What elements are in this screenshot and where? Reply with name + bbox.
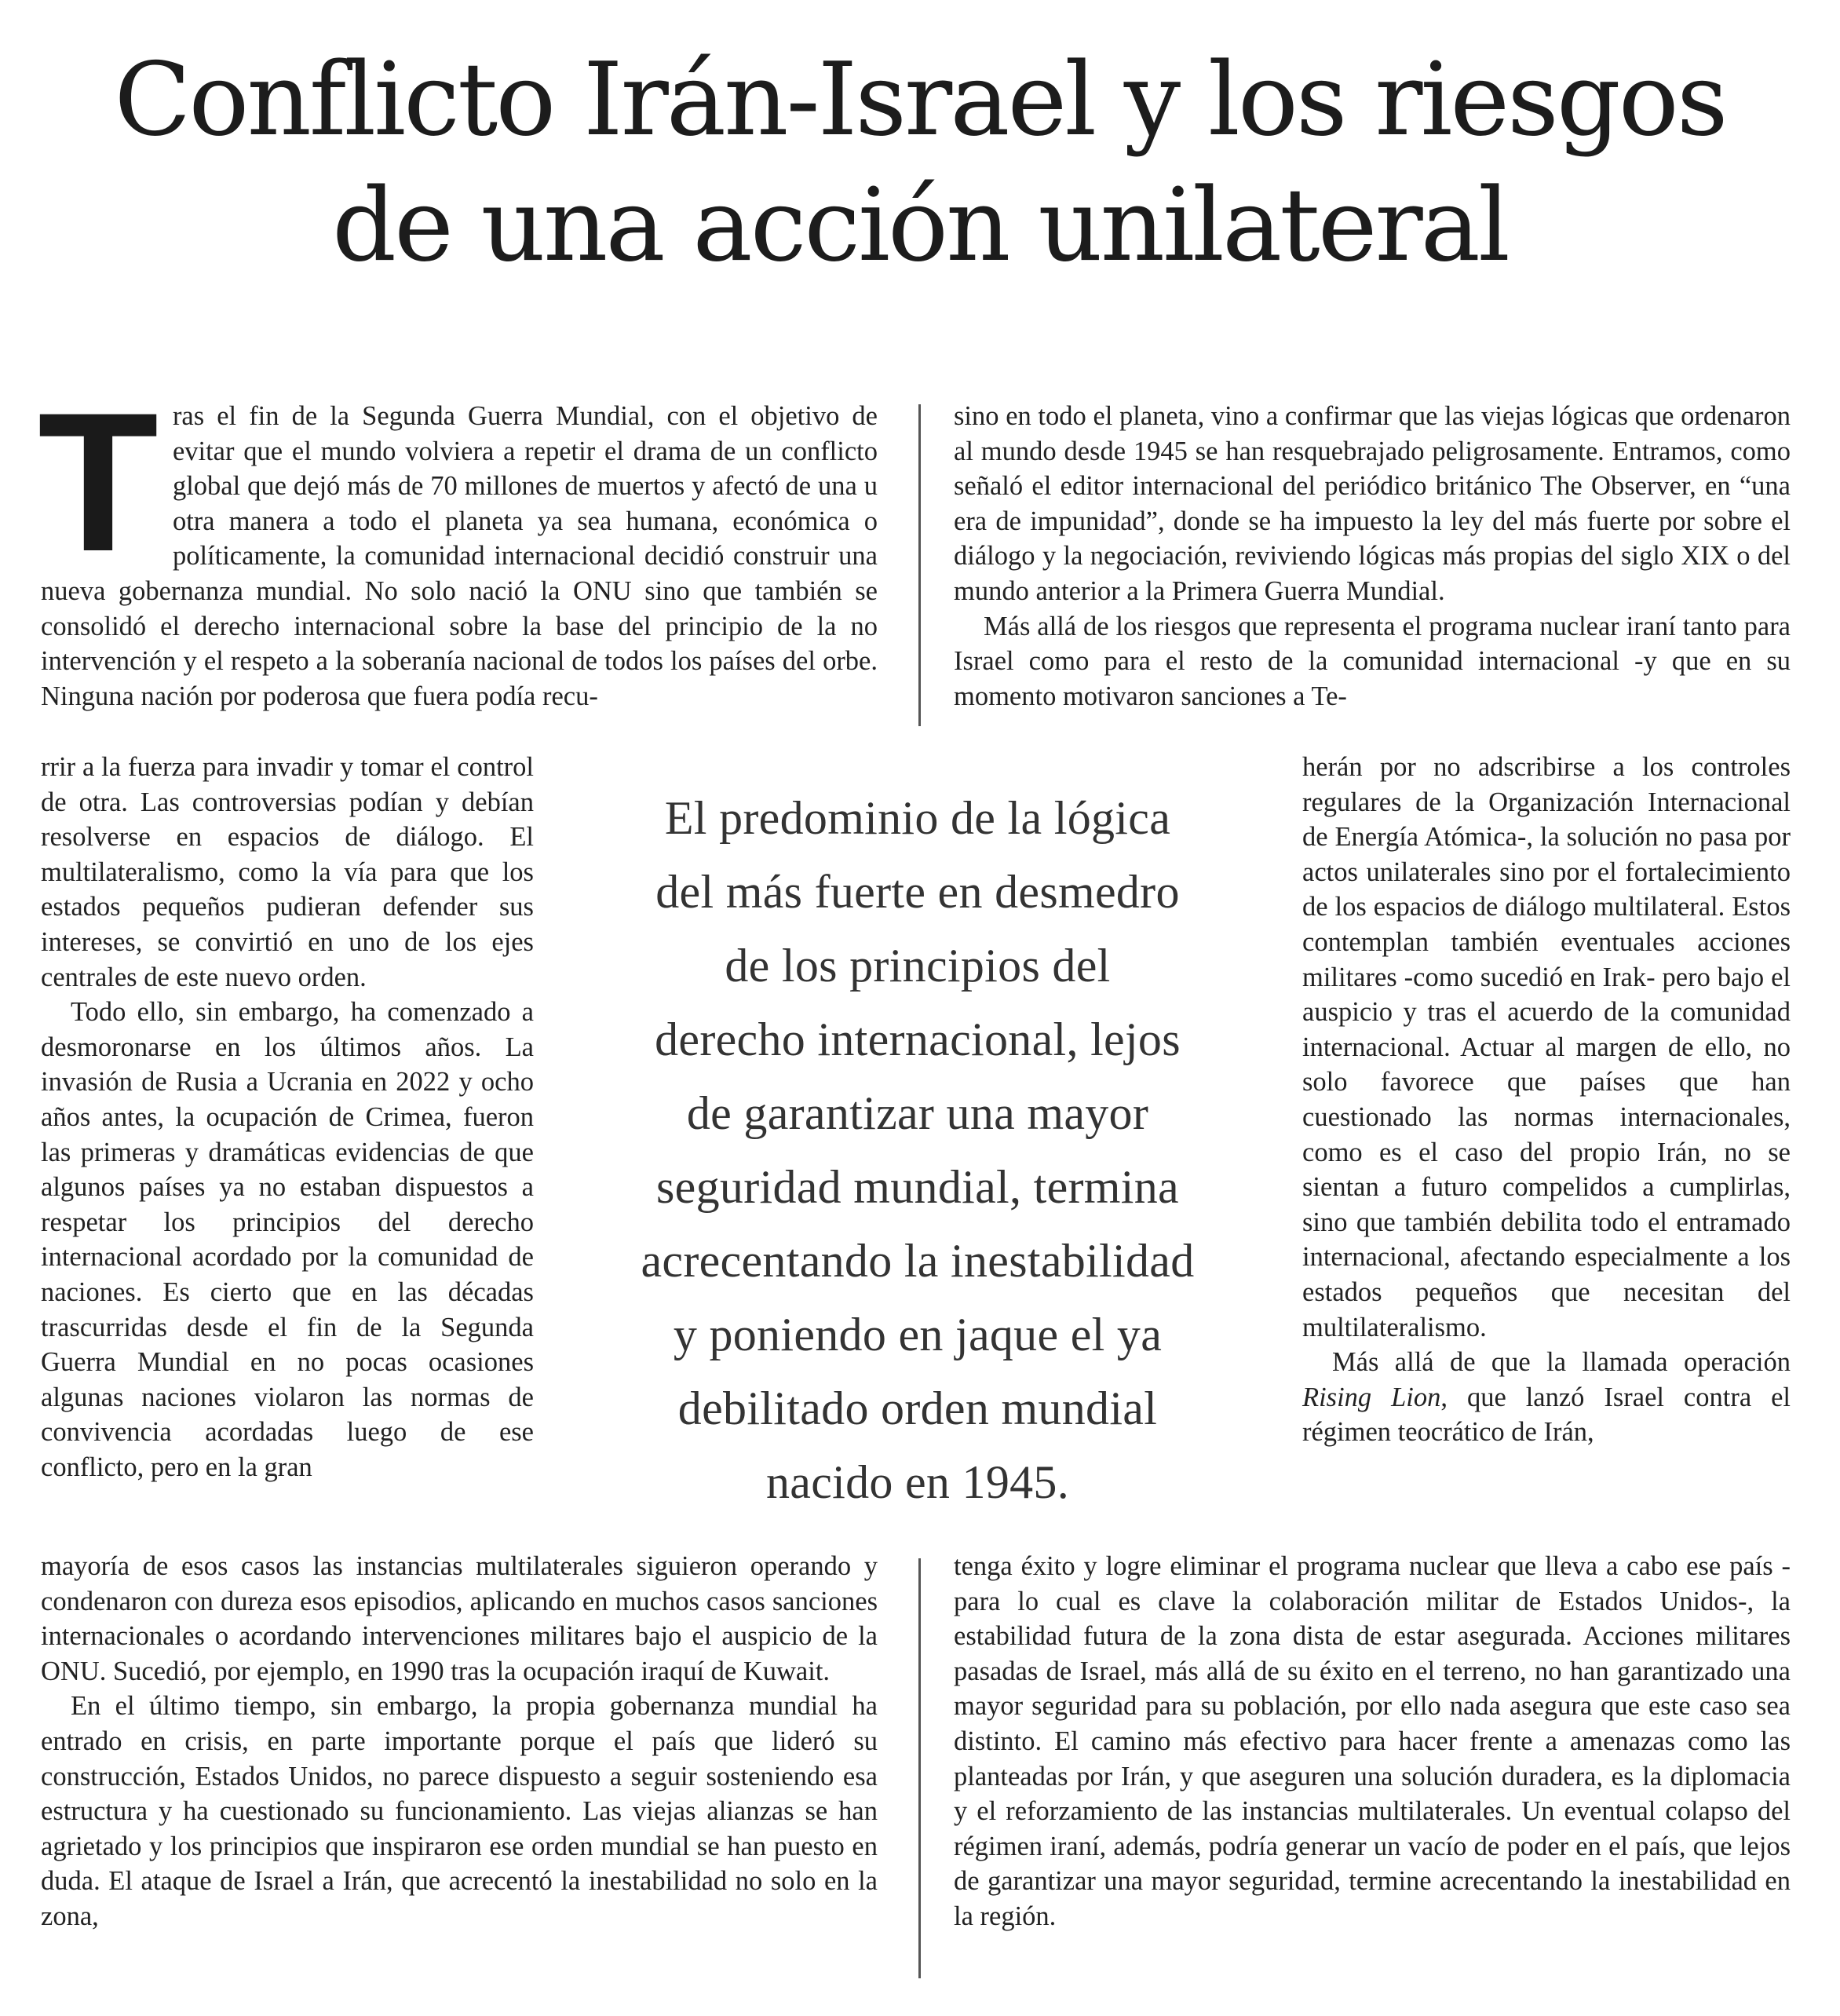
paragraph: rrir a la fuerza para invadir y tomar el control de otra. Las controversias podían y debían resolverse en espacios de diálogo. El multilateralismo, como la vía para que los estados pequeños pudieran defender sus intereses, se convirtió en uno de los ejes centrales de este nuevo orden. <box>41 752 534 992</box>
paragraph: herán por no adscribirse a los controles regulares de la Organización Internacional de Energía Atómica-, la solución no pasa por actos unilaterales sino por el fortalecimiento de los espacios de diálogo multilateral. Estos contemplan también eventuales acciones militares -como sucedió en Irak- pero bajo el auspicio y tras el acuerdo de la comunidad internacional. Actuar al margen de ello, no solo favorece que países que han cuestionado las normas internacionales, como es el caso del propio Irán, no se sientan a futuro compelidos a cumplirlas, sino que también debilita todo el entramado internacional, afectando especialmente a los estados pequeños que necesitan del multilateralismo. <box>1302 752 1791 1342</box>
pull-quote-line: nacido en 1945. <box>765 1456 1070 1508</box>
headline-line-1: Conflicto Irán-Israel y los riesgos <box>114 42 1726 159</box>
right-column-top <box>954 399 1791 752</box>
paragraph-text: Más allá de que la llamada operación <box>1332 1347 1791 1378</box>
pull-quote-line: seguridad mundial, termina <box>656 1161 1179 1213</box>
operation-name: Rising Lion <box>1302 1382 1441 1412</box>
left-column-narrow <box>41 750 534 1550</box>
pull-quote-line: El predominio de la lógica <box>664 792 1171 844</box>
paragraph: sino en todo el planeta, vino a confirmar que las viejas lógicas que ordenaron al mundo desde 1945 se han resquebrajado peligrosamente. Entramos, como señaló el editor internacional del periódico británico The Observer, en “una era de impunidad”, donde se ha impuesto la ley del más fuerte por sobre el diálogo y la negociación, reviviendo lógicas más propias del siglo XIX o del mundo anterior a la Primera Guerra Mundial. <box>954 401 1791 606</box>
paragraph: ras el fin de la Segunda Guerra Mundial, con el objetivo de evitar que el mundo volviera a repetir el drama de un conflicto global que dejó más de 70 millones de muertos y afectó de una u otra manera a todo el planeta ya sea humana, económica o políticamente, la comunidad internacional decidió construir una nueva gobernanza mundial. No solo nació la ONU sino que también se consolidó el derecho internacional sobre la base del principio de la no intervención y el respeto a la soberanía nacional de todos los países del orbe. Ninguna nación por poderosa que fuera podía recu- <box>41 401 878 711</box>
column-rule-top <box>918 404 921 726</box>
paragraph: mayoría de esos casos las instancias multilaterales siguieron operando y condenaron con dureza esos episodios, aplicando en muchos casos sanciones internacionales o acordando intervenciones militares bajo el auspicio de la ONU. Sucedió, por ejemplo, en 1990 tras la ocupación iraquí de Kuwait. <box>41 1551 878 1686</box>
paragraph: Más allá de los riesgos que representa el programa nuclear iraní tanto para Israel como para el resto de la comunidad internacional -y que en su momento motivaron sanciones a Te- <box>954 611 1791 711</box>
paragraph: Todo ello, sin embargo, ha comenzado a desmoronarse en los últimos años. La invasión de Rusia a Ucrania en 2022 y ocho años antes, la ocupación de Crimea, fueron las primeras y dramáticas evidencias de que algunos países ya no estaban dispuestos a respetar los principios del derecho internacional acordado por la comunidad de naciones. Es cierto que en las décadas trascurridas desde el fin de la Segunda Guerra Mundial en no pocas ocasiones algunas naciones violaron las normas de convivencia acordadas luego de ese conflicto, pero en la gran <box>41 997 534 1482</box>
paragraph-text: , que lanzó Israel contra el régimen teocrático de Irán, <box>1302 1382 1791 1448</box>
pull-quote-line: y poniendo en jaque el ya <box>673 1309 1163 1360</box>
pull-quote-line: de los principios del <box>725 940 1111 992</box>
pull-quote <box>556 781 1280 1519</box>
paragraph <box>1302 1345 1791 1450</box>
column-rule-bottom <box>918 1558 921 1978</box>
right-column-bottom <box>954 1549 1791 1989</box>
left-column-bottom <box>41 1549 878 1989</box>
pull-quote-line: de garantizar una mayor <box>686 1087 1149 1139</box>
headline <box>0 38 1840 289</box>
pull-quote-line: acrecentando la inestabilidad <box>641 1235 1195 1287</box>
pull-quote-line: debilitado orden mundial <box>677 1382 1158 1434</box>
headline-line-2: de una acción unilateral <box>332 167 1508 284</box>
right-column-narrow <box>1302 750 1791 1550</box>
drop-cap: T <box>38 372 159 593</box>
pull-quote-line: derecho internacional, lejos <box>655 1013 1181 1065</box>
paragraph: tenga éxito y logre eliminar el programa nuclear que lleva a cabo ese país -para lo cual es clave la colaboración militar de Estados Unidos-, la estabilidad futura de la zona dista de estar asegurada. Acciones militares pasadas de Israel, más allá de su éxito en el terreno, no han garantizado una mayor seguridad para su población, por ello nada asegura que este caso sea distinto. El camino más efectivo para hacer frente a amenazas como las planteadas por Irán, y que aseguren una solución duradera, es la diplomacia y el reforzamiento de las instancias multilaterales. Un eventual colapso del régimen iraní, además, podría generar un vacío de poder en el país, que lejos de garantizar una mayor seguridad, termine acrecentando la inestabilidad en la región. <box>954 1551 1791 1931</box>
pull-quote-line: del más fuerte en desmedro <box>655 866 1180 918</box>
left-column-top <box>38 372 878 752</box>
paragraph: En el último tiempo, sin embargo, la propia gobernanza mundial ha entrado en crisis, en parte importante porque el país que lideró su construcción, Estados Unidos, no parece dispuesto a seguir sosteniendo esa estructura y ha cuestionado su funcionamiento. Las viejas alianzas se han agrietado y los principios que inspiraron ese orden mundial se han puesto en duda. El ataque de Israel a Irán, que acrecentó la inestabilidad no solo en la zona, <box>41 1691 878 1931</box>
